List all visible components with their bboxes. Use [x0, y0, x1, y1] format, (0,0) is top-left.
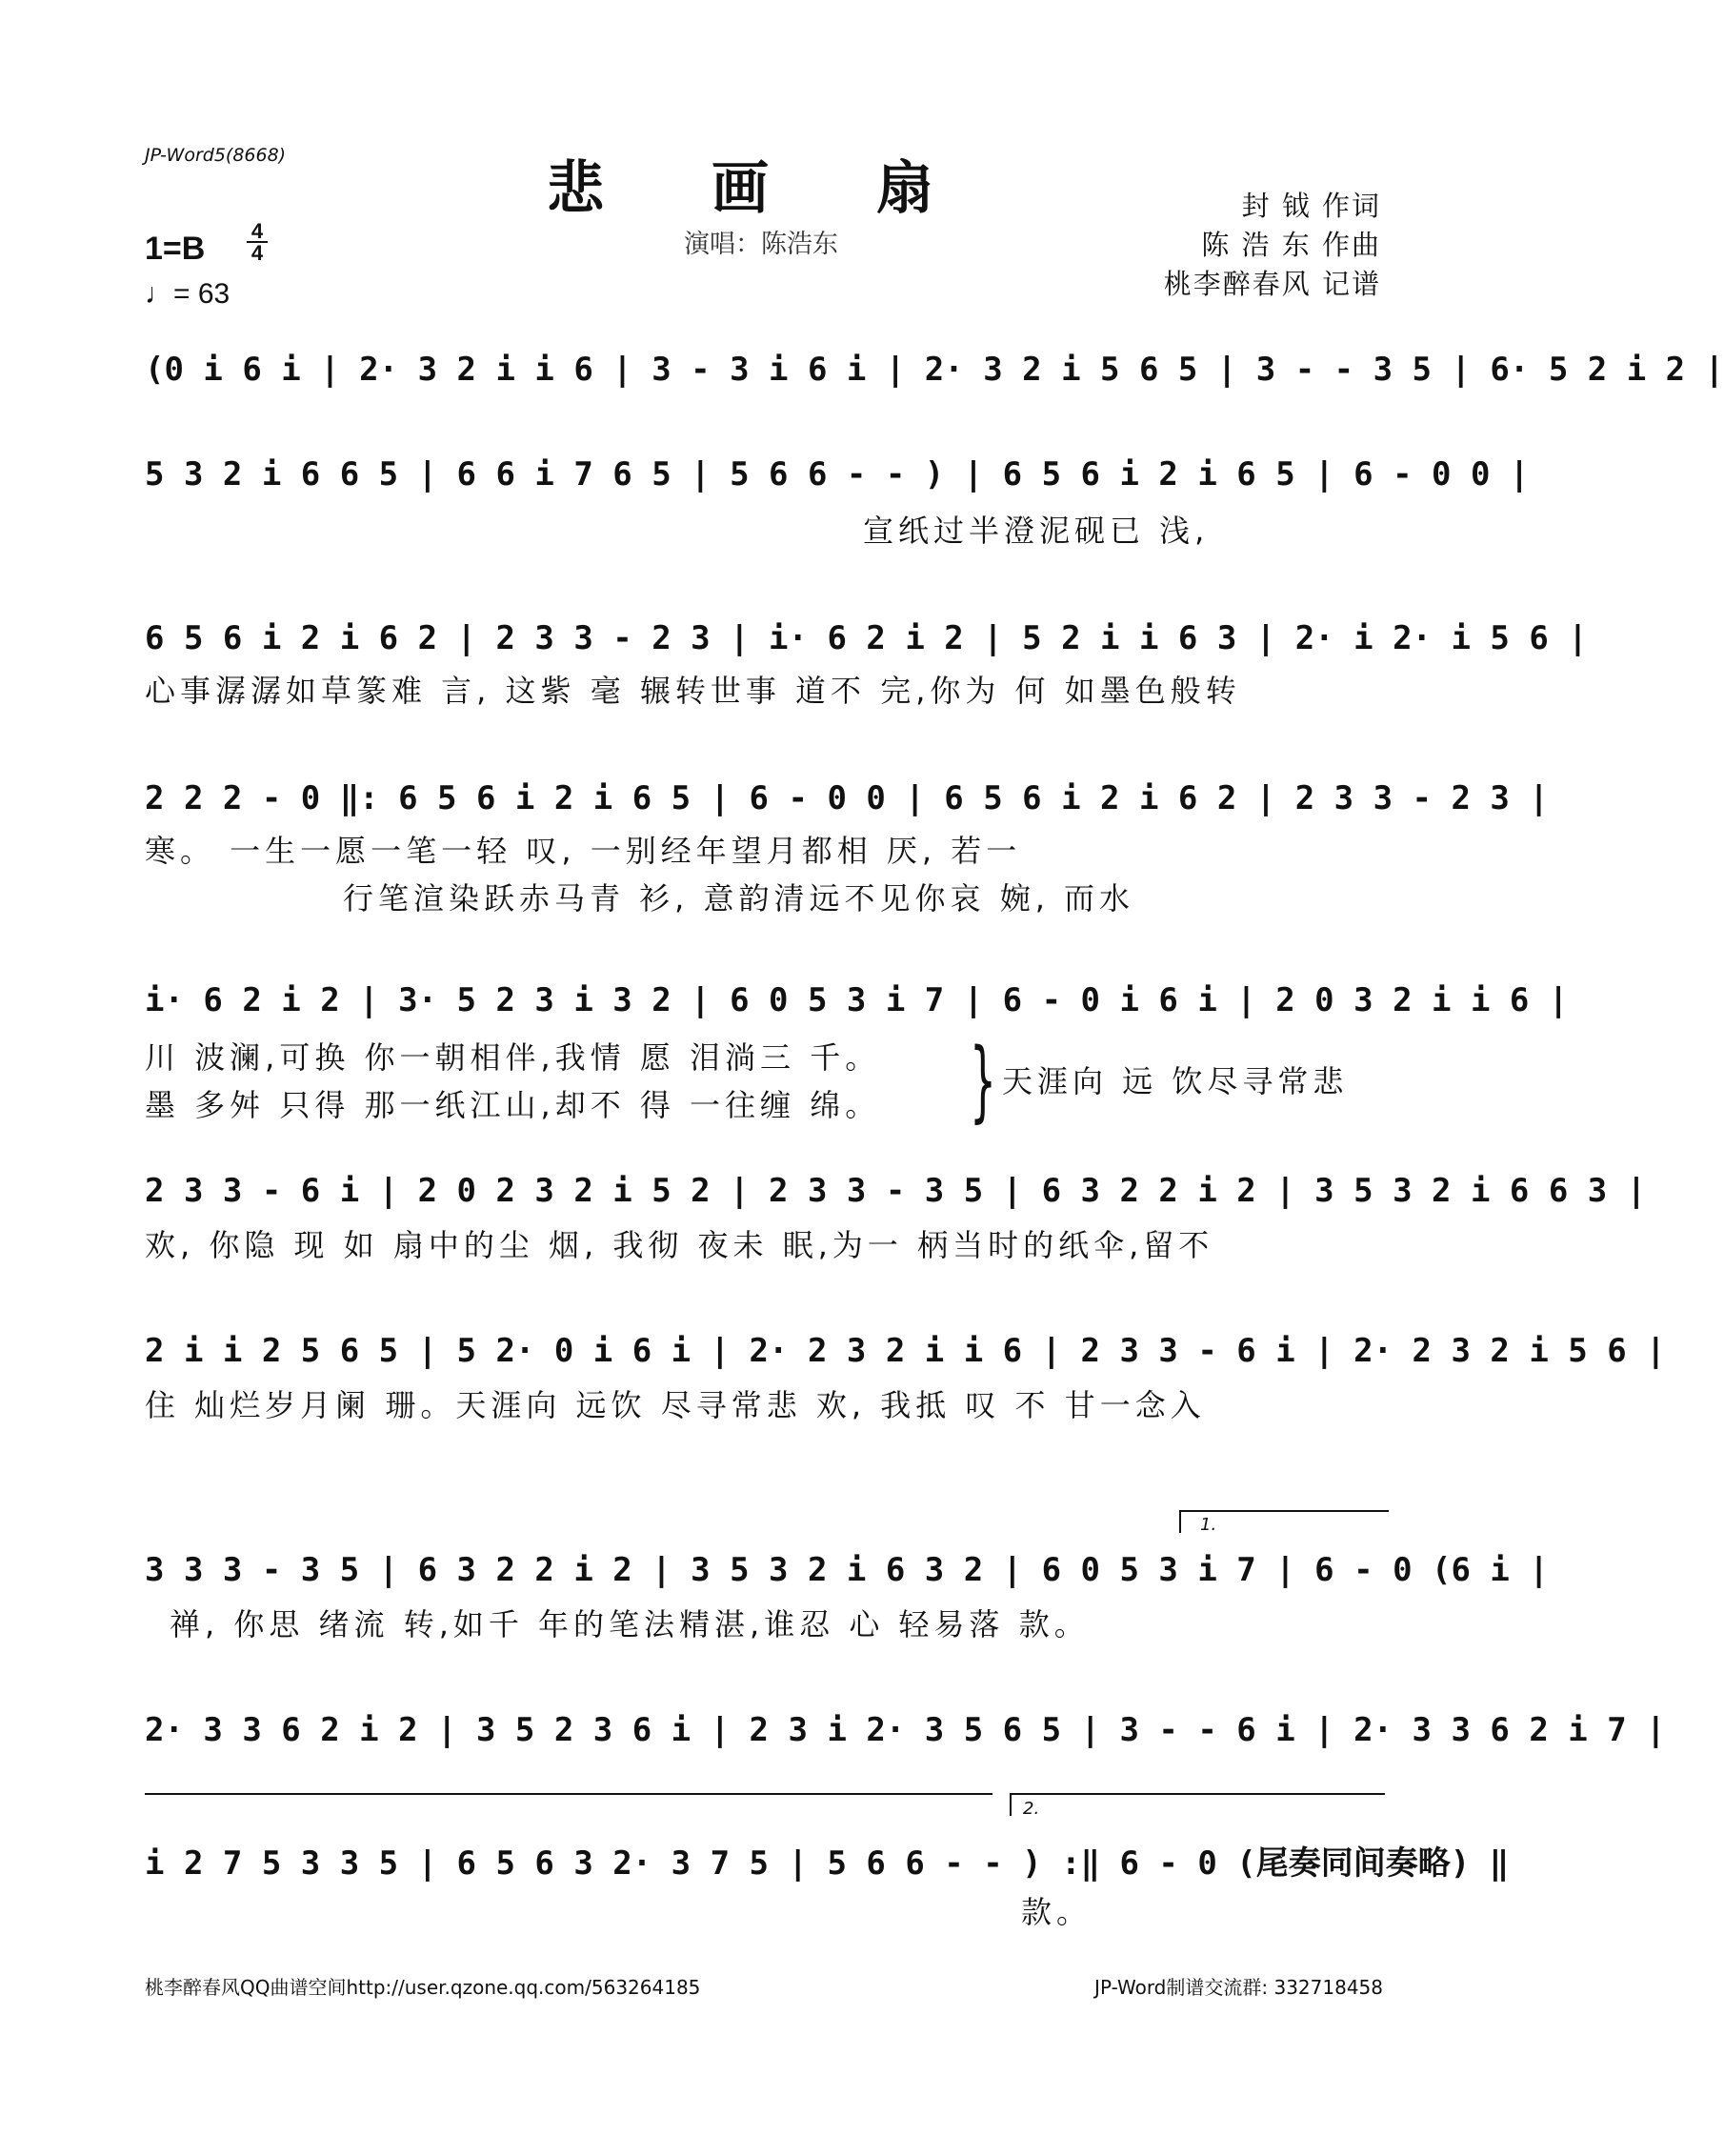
first-ending-number: 1.: [1200, 1515, 1217, 1535]
time-signature-bottom: 4: [251, 241, 264, 265]
lyric-line: 宣纸过半澄泥砚已 浅,: [863, 513, 1210, 549]
footer-right: JP-Word制谱交流群: 332718458: [1094, 1976, 1383, 1999]
time-signature-top: 4: [251, 219, 264, 243]
time-signature: [244, 221, 271, 263]
score-line-6: 2 3 3 - 6 i | 2 0 2 3 2 i 5 2 | 2 3 3 - 3 5 | 6 3 2 2 i 2 | 3 5 3 2 i 6 6 3 |: [145, 1172, 1647, 1210]
score-line-9: 2· 3 3 6 2 i 2 | 3 5 2 3 6 i | 2 3 i 2· 3 5 6 5 | 3 - - 6 i | 2· 3 3 6 2 i 7 |: [145, 1711, 1666, 1749]
second-ending-bracket: [1010, 1793, 1385, 1816]
lyric-line: 川 波澜,可换 你一朝相伴,我情 愿 泪淌三 千。: [145, 1039, 881, 1076]
score-line-10: i 2 7 5 3 3 5 | 6 5 6 3 2· 3 7 5 | 5 6 6 - - ) :‖ 6 - 0 (尾奏同间奏略) ‖: [145, 1844, 1510, 1883]
score-line-3: 6 5 6 i 2 i 6 2 | 2 3 3 - 2 3 | i· 6 2 i 2 | 5 2 i i 6 3 | 2· i 2· i 5 6 |: [145, 619, 1588, 657]
brace-icon: }: [970, 1031, 996, 1134]
tempo-marking: ♩= 63: [145, 278, 231, 310]
score-line-7: 2 i i 2 5 6 5 | 5 2· 0 i 6 i | 2· 2 3 2 i i 6 | 2 3 3 - 6 i | 2· 2 3 2 i 5 6 |: [145, 1332, 1666, 1370]
credits: [1164, 187, 1381, 304]
lyric-line: 行笔渲染跃赤马青 衫, 意韵清远不见你哀 婉, 而水: [343, 880, 1135, 917]
footer-left: 桃李醉春风QQ曲谱空间http://user.qzone.qq.com/563264185: [145, 1976, 701, 1999]
lyric-line: 寒。 一生一愿一笔一轻 叹, 一别经年望月都相 厌, 若一: [145, 833, 1022, 869]
score-line-8: 3 3 3 - 3 5 | 6 3 2 2 i 2 | 3 5 3 2 i 6 3 2 | 6 0 5 3 i 7 | 6 - 0 (6 i |: [145, 1551, 1549, 1589]
lyricist-credit: 封 钺 作词: [1241, 190, 1381, 222]
lyric-line: 住 灿烂岁月阑 珊。天涯向 远饮 尽寻常悲 欢, 我抵 叹 不 甘一念入: [145, 1387, 1206, 1423]
singer: 演唱：陈浩东: [684, 230, 838, 259]
lyric-line: 墨 多舛 只得 那一纸江山,却不 得 一往缠 绵。: [145, 1087, 881, 1123]
lyric-line: 款。: [1021, 1894, 1093, 1930]
song-title: 悲 画 扇: [547, 155, 977, 222]
lyric-line: 欢, 你隐 现 如 扇中的尘 烟, 我彻 夜未 眠,为一 柄当时的纸伞,留不: [145, 1227, 1214, 1263]
score-line-1: (0 i 6 i | 2· 3 2 i i 6 | 3 - 3 i 6 i | 2· 3 2 i 5 6 5 | 3 - - 3 5 | 6· 5 2 i 2 |: [145, 351, 1724, 389]
lyric-line: 天涯向 远 饮尽寻常悲: [1002, 1063, 1349, 1099]
score-line-4: 2 2 2 - 0 ‖: 6 5 6 i 2 i 6 5 | 6 - 0 0 | 6 5 6 i 2 i 6 2 | 2 3 3 - 2 3 |: [145, 779, 1549, 817]
lyric-line: 禅, 你思 绪流 转,如千 年的笔法精湛,谁忍 心 轻易落 款。: [170, 1606, 1090, 1642]
repeat-bracket: [145, 1793, 992, 1795]
score-line-2: 5 3 2 i 6 6 5 | 6 6 i 7 6 5 | 5 6 6 - - ) | 6 5 6 i 2 i 6 5 | 6 - 0 0 |: [145, 455, 1530, 494]
composer-credit: 陈 浩 东 作曲: [1201, 229, 1381, 261]
lyric-line: 心事潺潺如草篆难 言, 这紫 毫 辗转世事 道不 完,你为 何 如墨色般转: [145, 673, 1241, 709]
transcriber-credit: 桃李醉春风 记谱: [1163, 268, 1381, 300]
second-ending-number: 2.: [1023, 1799, 1040, 1819]
key-signature: 1=B: [145, 231, 206, 267]
software-label: JP-Word5(8668): [145, 145, 287, 166]
score-line-5: i· 6 2 i 2 | 3· 5 2 3 i 3 2 | 6 0 5 3 i 7 | 6 - 0 i 6 i | 2 0 3 2 i i 6 |: [145, 981, 1569, 1019]
